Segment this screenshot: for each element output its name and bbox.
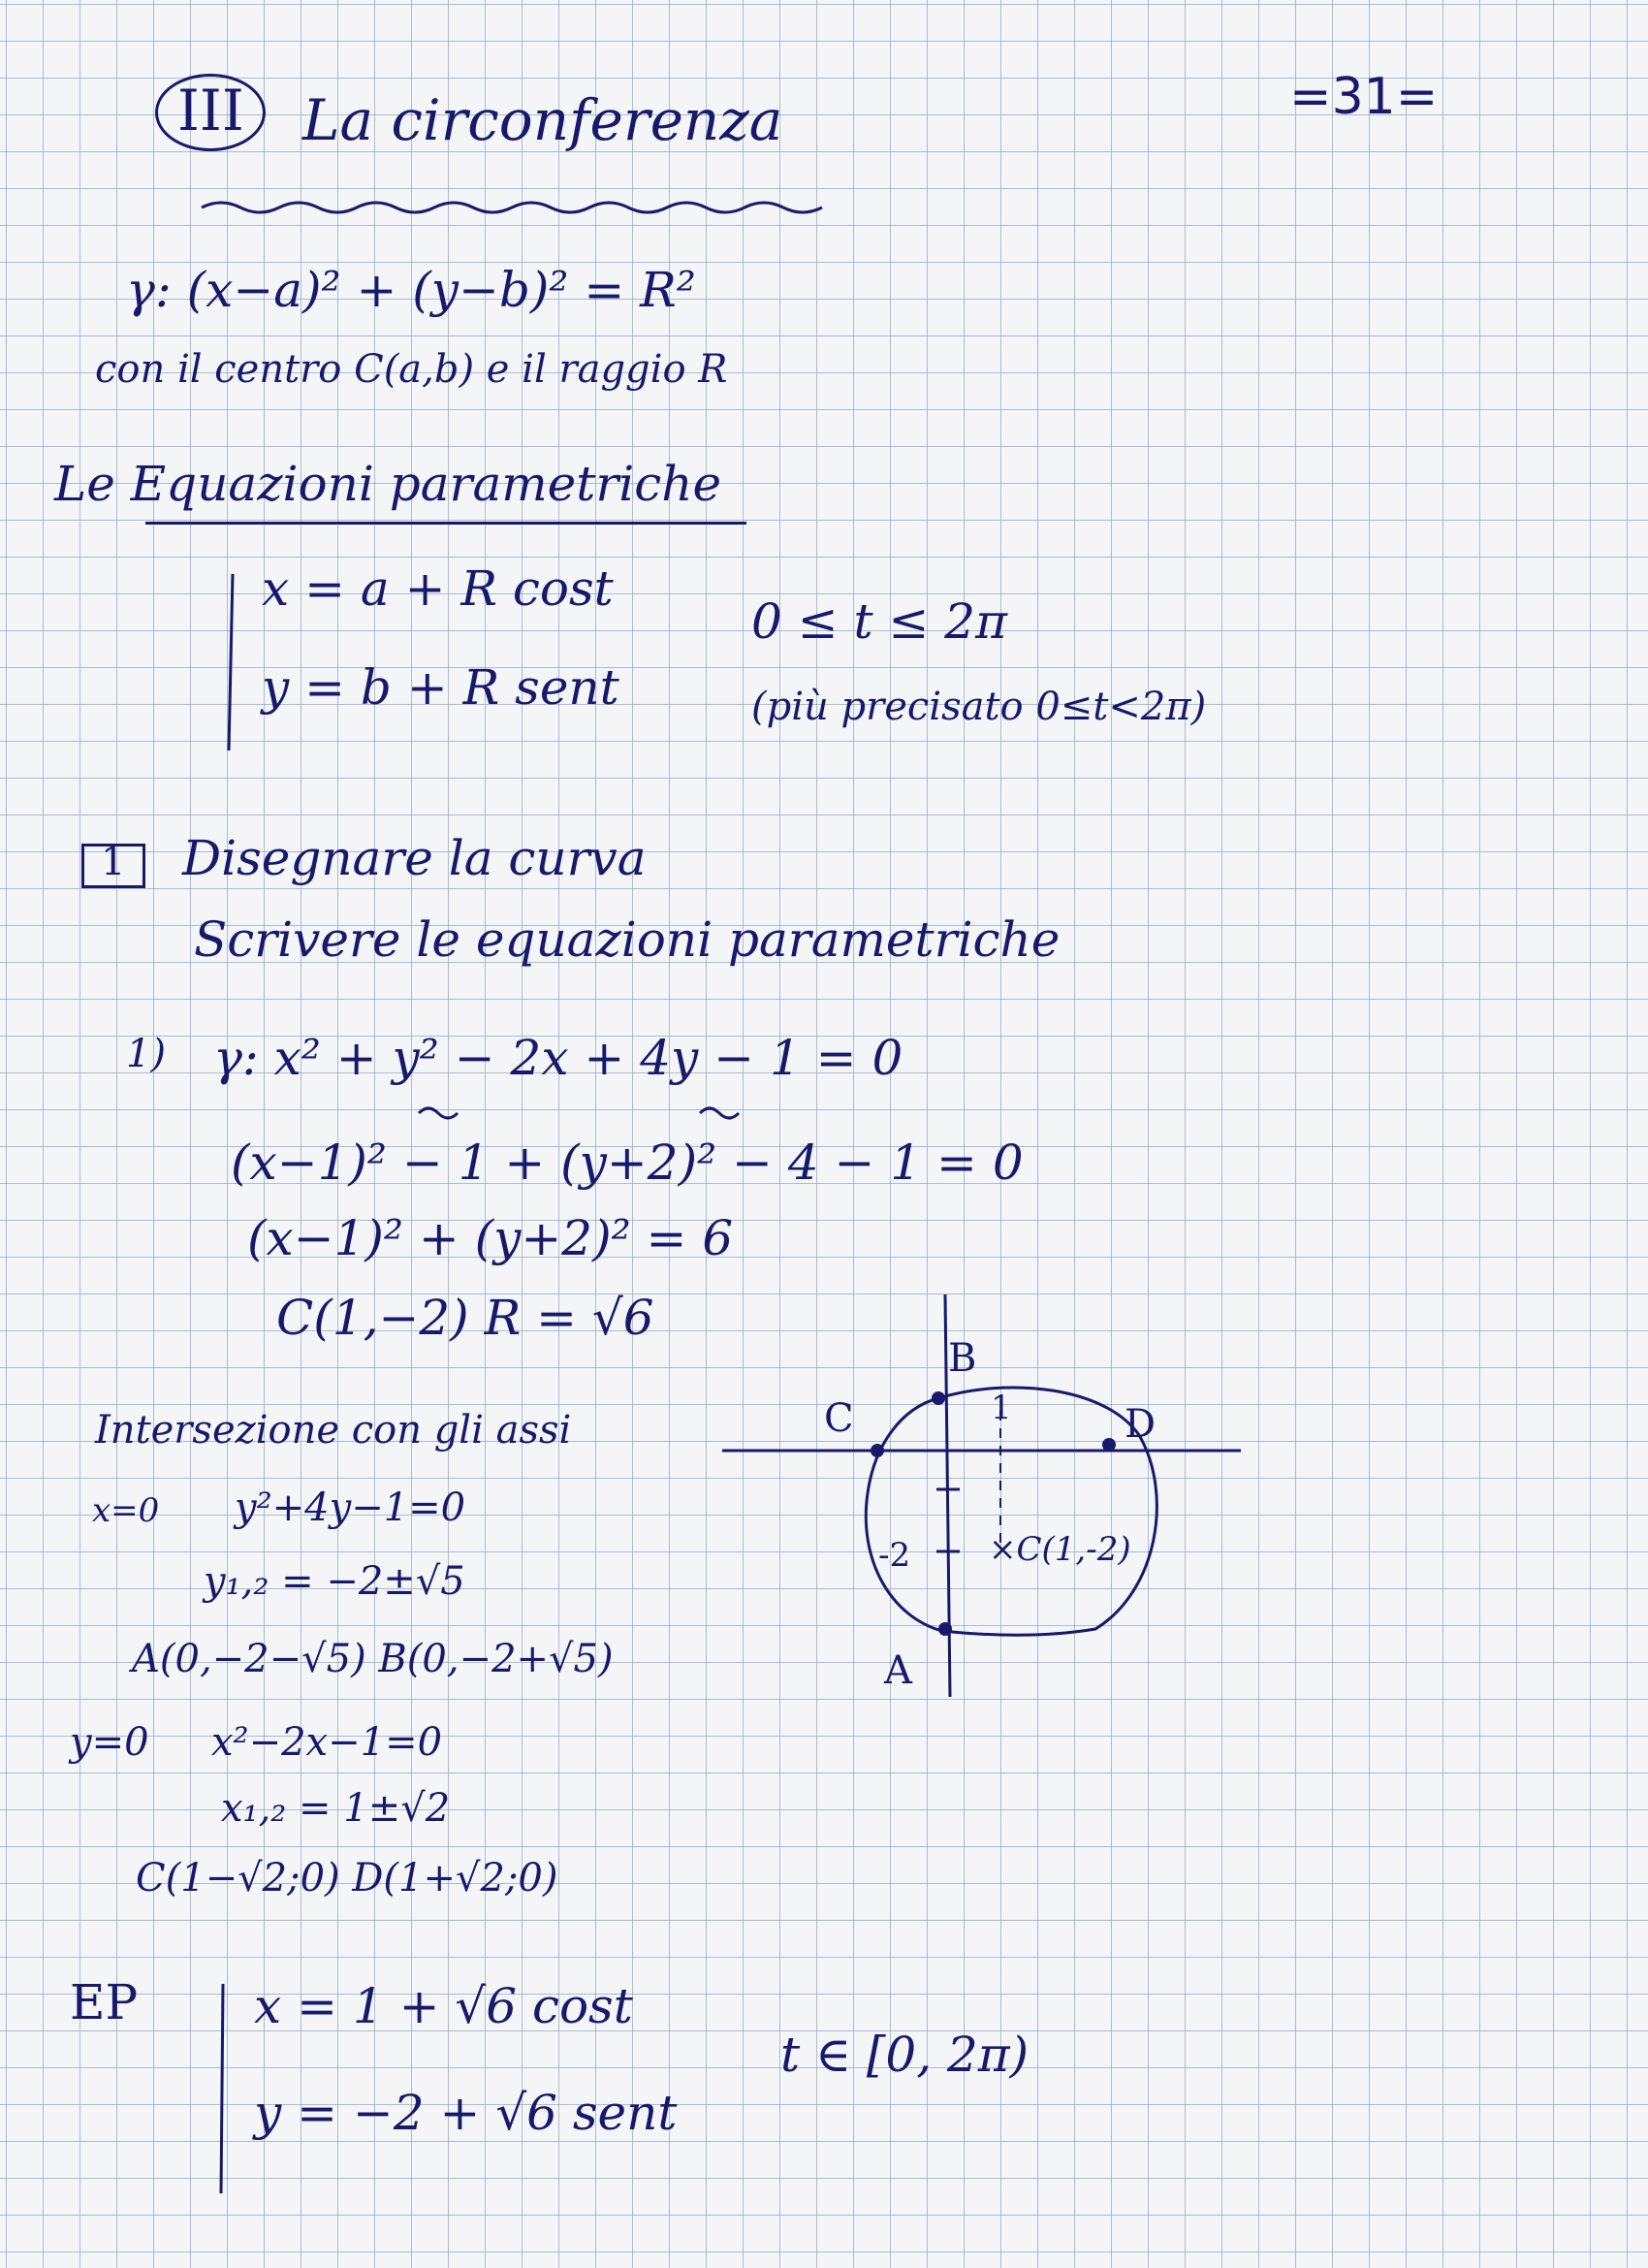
x0-equation: y²+4y−1=0 [235,1485,466,1530]
ep-interval: t ∈ [0, 2π) [780,2027,1030,2083]
page-number: =31= [1289,68,1439,126]
x0-roots: y₁,₂ = −2±√5 [204,1559,465,1604]
ep-y: y = −2 + √6 sent [254,2085,678,2141]
parametric-interval: 0 ≤ t ≤ 2π [751,593,1007,650]
circle-sketch [722,1294,1241,1697]
section-number: III [177,78,244,144]
parametric-heading-underline [145,522,746,525]
y0-label: y=0 [70,1720,149,1765]
exercise-number: 1 [101,840,126,884]
center-radius: C(1,−2) R = √6 [276,1290,654,1346]
ep-label: EP [70,1974,139,2030]
figure-label-center: ×C(1,-2) [989,1530,1131,1569]
exercise-subtitle: Scrivere le equazioni parametriche [194,911,1061,968]
y0-equation: x²−2x−1=0 [211,1720,443,1765]
y0-points: C(1−√2;0) D(1+√2;0) [136,1856,558,1901]
problem-equation: γ: x² + y² − 2x + 4y − 1 = 0 [213,1030,903,1086]
x0-label: x=0 [92,1491,160,1530]
figure-label-minus-two: -2 [878,1536,911,1575]
figure-label-A: A [884,1648,912,1693]
point-D [1102,1438,1116,1452]
circle-equation: γ: (x−a)² + (y−b)² = R² [126,262,696,318]
tilde-2 [700,1108,739,1118]
figure-label-D: D [1125,1402,1157,1447]
figure-label-B: B [948,1336,977,1381]
completing-square-step: (x−1)² − 1 + (y+2)² − 4 − 1 = 0 [231,1134,1024,1191]
y0-roots: x₁,₂ = 1±√2 [221,1786,451,1831]
figure-label-one: 1 [991,1389,1012,1427]
intersections-heading: Intersezione con gli assi [95,1408,572,1453]
parametric-y: y = b + R sent [262,659,619,716]
page-title: La circonferenza [302,87,783,153]
parametric-precise-interval: (più precisato 0≤t<2π) [751,685,1207,729]
figure-label-C: C [824,1396,854,1441]
standard-form: (x−1)² + (y+2)² = 6 [247,1210,734,1266]
x0-points: A(0,−2−√5) B(0,−2+√5) [132,1637,614,1681]
parametric-brace [229,574,233,751]
circle-description: con il centro C(a,b) e il raggio R [95,347,728,392]
parametric-heading: Le Equazioni parametriche [54,456,722,512]
parametric-x: x = a + R cost [262,560,614,617]
point-A [938,1622,952,1636]
exercise-title: Disegnare la curva [182,830,647,886]
ep-x: x = 1 + √6 cost [254,1978,633,2034]
title-wavy-underline [202,203,822,212]
ep-brace [221,1984,223,2193]
problem-label: 1) [126,1032,167,1076]
point-B [932,1391,945,1405]
tilde-1 [419,1108,458,1118]
point-C [871,1444,884,1457]
